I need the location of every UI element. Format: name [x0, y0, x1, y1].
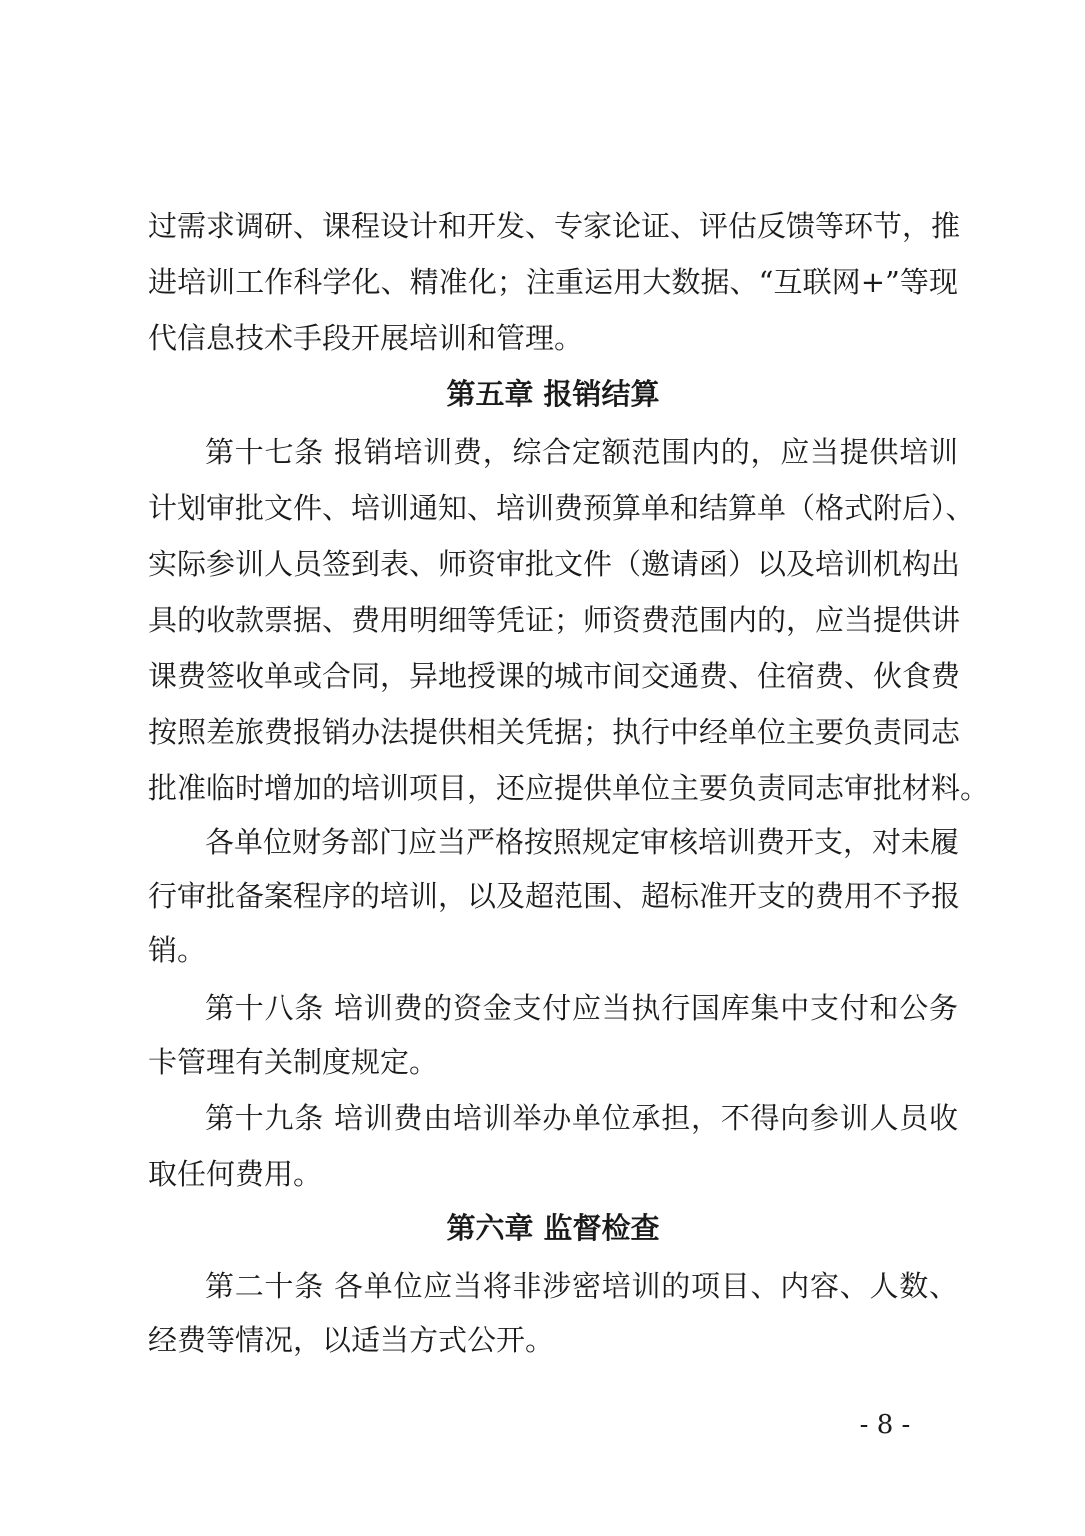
article-line: 实际参训人员签到表、师资审批文件（邀请函）以及培训机构出 — [148, 547, 961, 581]
article-line: 第十九条 培训费由培训举办单位承担，不得向参训人员收 — [205, 1101, 958, 1135]
paragraph-line: 行审批备案程序的培训，以及超范围、超标准开支的费用不予报 — [148, 879, 961, 913]
article-line: 按照差旅费报销办法提供相关凭据；执行中经单位主要负责同志 — [148, 715, 961, 749]
article-line: 经费等情况，以适当方式公开。 — [148, 1323, 555, 1357]
article-line: 取任何费用。 — [148, 1157, 323, 1191]
paragraph-line: 代信息技术手段开展培训和管理。 — [148, 321, 584, 355]
paragraph-line: 各单位财务部门应当严格按照规定审核培训费开支，对未履 — [205, 825, 960, 859]
article-line: 课费签收单或合同，异地授课的城市间交通费、住宿费、伙食费 — [148, 659, 961, 693]
article-line: 第二十条 各单位应当将非涉密培训的项目、内容、人数、 — [205, 1269, 958, 1303]
paragraph-line: 销。 — [148, 933, 207, 967]
page-number: - 8 - — [859, 1410, 911, 1440]
article-line: 卡管理有关制度规定。 — [148, 1045, 439, 1079]
paragraph-line: 进培训工作科学化、精准化；注重运用大数据、“互联网+”等现 — [148, 265, 958, 299]
article-line: 批准临时增加的培训项目，还应提供单位主要负责同志审批材料。 — [148, 771, 990, 805]
chapter-heading: 第五章 报销结算 — [446, 377, 660, 411]
article-line: 计划审批文件、培训通知、培训费预算单和结算单（格式附后）、 — [148, 491, 975, 525]
article-line: 第十八条 培训费的资金支付应当执行国库集中支付和公务 — [205, 991, 958, 1025]
article-line: 第十七条 报销培训费，综合定额范围内的，应当提供培训 — [205, 435, 958, 469]
paragraph-line: 过需求调研、课程设计和开发、专家论证、评估反馈等环节，推 — [148, 209, 961, 243]
article-line: 具的收款票据、费用明细等凭证；师资费范围内的，应当提供讲 — [148, 603, 961, 637]
chapter-heading: 第六章 监督检查 — [446, 1211, 660, 1245]
